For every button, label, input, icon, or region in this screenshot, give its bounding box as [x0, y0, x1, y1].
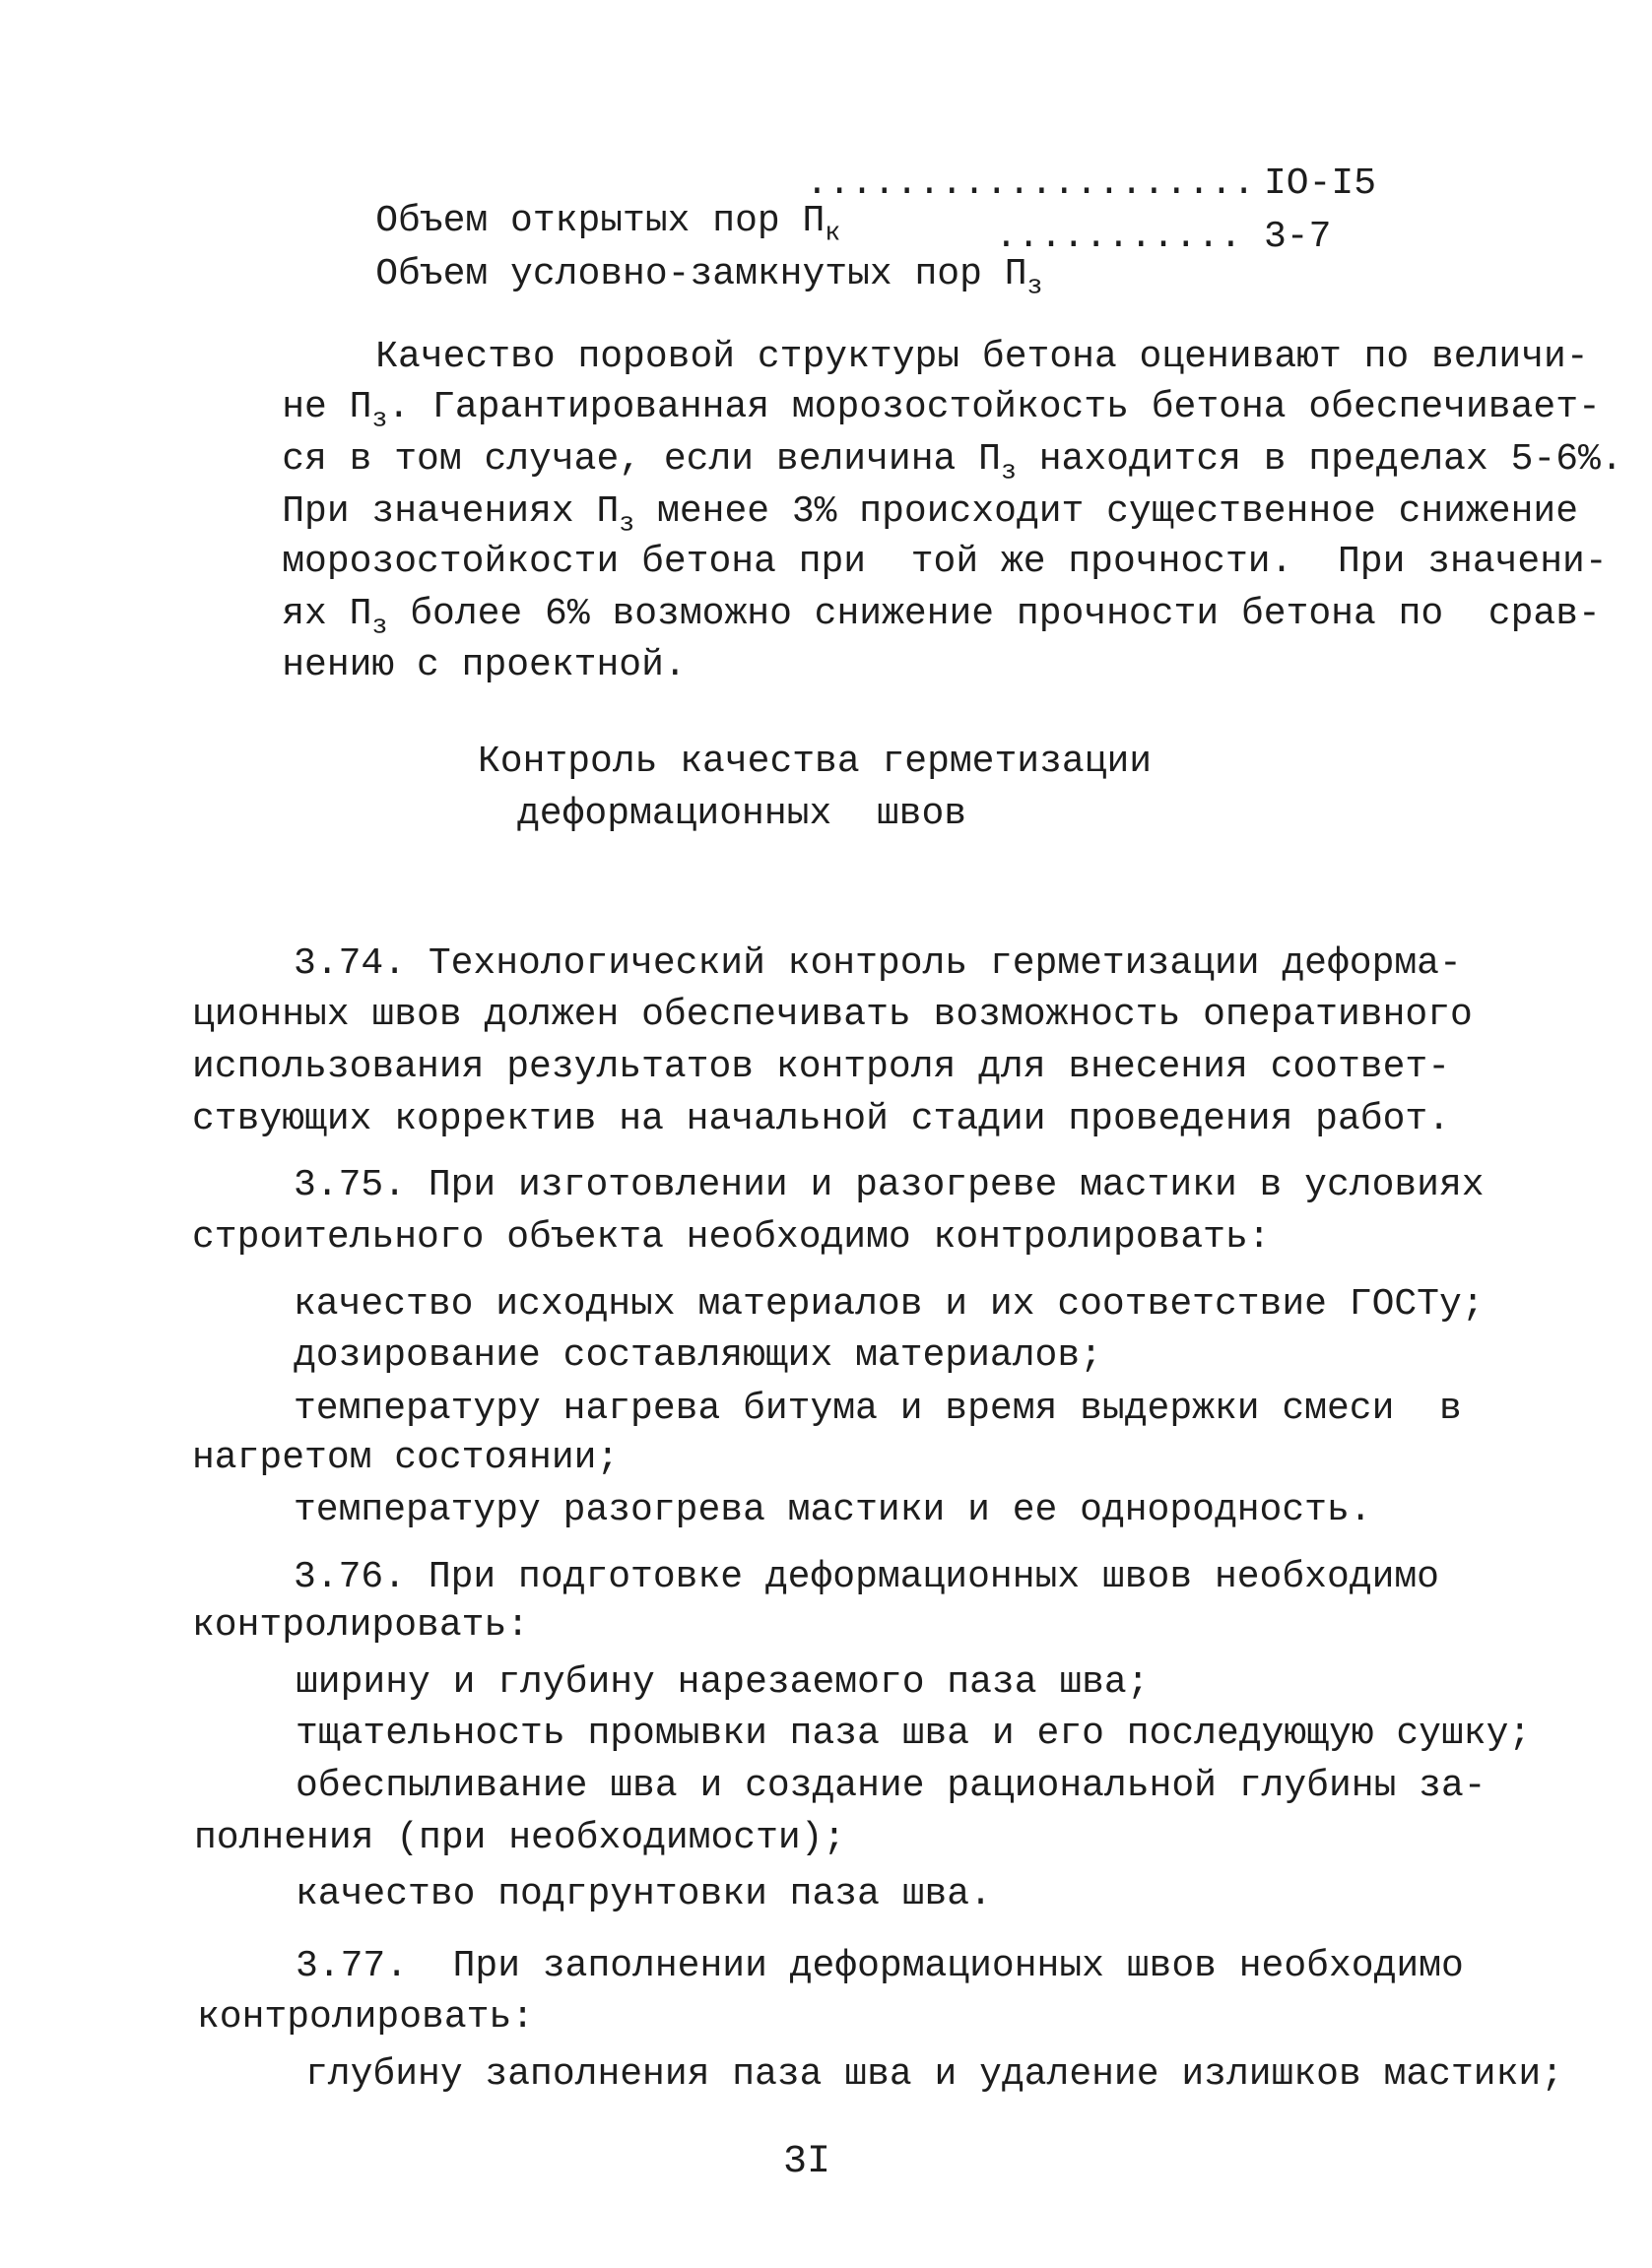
text-run: При значениях П: [282, 490, 620, 533]
body-line: контролировать:: [192, 1604, 530, 1647]
subscript: з: [371, 404, 388, 434]
pore-value-open: IO-I5: [1264, 162, 1377, 205]
pore-dots-open: ....................: [806, 162, 1256, 205]
body-line: использования результатов контроля для внесения соответ-: [192, 1046, 1451, 1088]
pore-label: Объем открытых пор П: [375, 200, 826, 242]
body-line: температуру разогрева мастики и ее однородность.: [294, 1489, 1372, 1531]
text-run: менее 3% происходит существенное снижение: [634, 490, 1579, 533]
text-run: . Гарантированная морозостойкость бетона обеспечивает-: [387, 386, 1601, 428]
page-number: 3I: [783, 2140, 831, 2184]
body-line: глубину заполнения паза шва и удаление излишков мастики;: [305, 2053, 1564, 2096]
text-run: морозостойкости бетона при той же прочности. При значени-: [282, 541, 1608, 583]
section-heading-line-1: Контроль качества герметизации: [478, 741, 1153, 783]
body-line: строительного объекта необходимо контролировать:: [192, 1216, 1271, 1259]
body-line: качество исходных материалов и их соответствие ГОСТу;: [294, 1283, 1485, 1326]
pore-dots-closed: ...........: [995, 216, 1242, 258]
body-line: 3.77. При заполнении деформационных швов необходимо: [296, 1945, 1464, 1987]
pore-subscript: з: [1026, 271, 1043, 301]
text-run: не П: [282, 386, 372, 428]
body-line: ширину и глубину нарезаемого паза шва;: [296, 1661, 1150, 1704]
quality-line-7: [192, 610, 687, 722]
pore-subscript: к: [825, 218, 841, 248]
body-line: тщательность промывки паза шва и его последующую сушку;: [296, 1713, 1532, 1755]
body-line: температуру нагрева битума и время выдержки смеси в: [294, 1388, 1462, 1430]
body-line: ционных швов должен обеспечивать возможность оперативного: [192, 994, 1473, 1036]
body-line: 3.75. При изготовлении и разогреве мастики в условиях: [294, 1164, 1485, 1206]
body-line: качество подгрунтовки паза шва.: [296, 1873, 992, 1915]
text-run: более 6% возможно снижение прочности бетона по срав-: [387, 593, 1601, 635]
text-run: нению с проектной.: [282, 644, 687, 686]
body-line: обеспыливание шва и создание рациональной глубины за-: [296, 1765, 1487, 1807]
subscript: з: [1000, 456, 1017, 486]
text-run: ся в том случае, если величина П: [282, 438, 1001, 481]
text-run: Качество поровой структуры бетона оценивают по величи-: [375, 336, 1589, 378]
text-run: находится в пределах 5-6%.: [1016, 438, 1623, 481]
pore-value-closed: 3-7: [1264, 216, 1332, 258]
text-run: ях П: [282, 593, 372, 635]
pore-label: Объем условно-замкнутых пор П: [375, 253, 1027, 295]
body-line: 3.74. Технологический контроль герметизации деформа-: [294, 942, 1462, 985]
body-line: контролировать:: [197, 1996, 535, 2039]
body-line: 3.76. При подготовке деформационных швов необходимо: [294, 1556, 1439, 1598]
body-line: полнения (при необходимости);: [194, 1817, 846, 1859]
subscript: з: [619, 508, 635, 539]
body-line: ствующих корректив на начальной стадии проведения работ.: [192, 1098, 1451, 1140]
body-line: нагретом состоянии;: [192, 1437, 620, 1479]
body-line: дозирование составляющих материалов;: [294, 1334, 1102, 1377]
subscript: з: [371, 611, 388, 641]
section-heading-line-2: деформационных швов: [517, 793, 967, 835]
